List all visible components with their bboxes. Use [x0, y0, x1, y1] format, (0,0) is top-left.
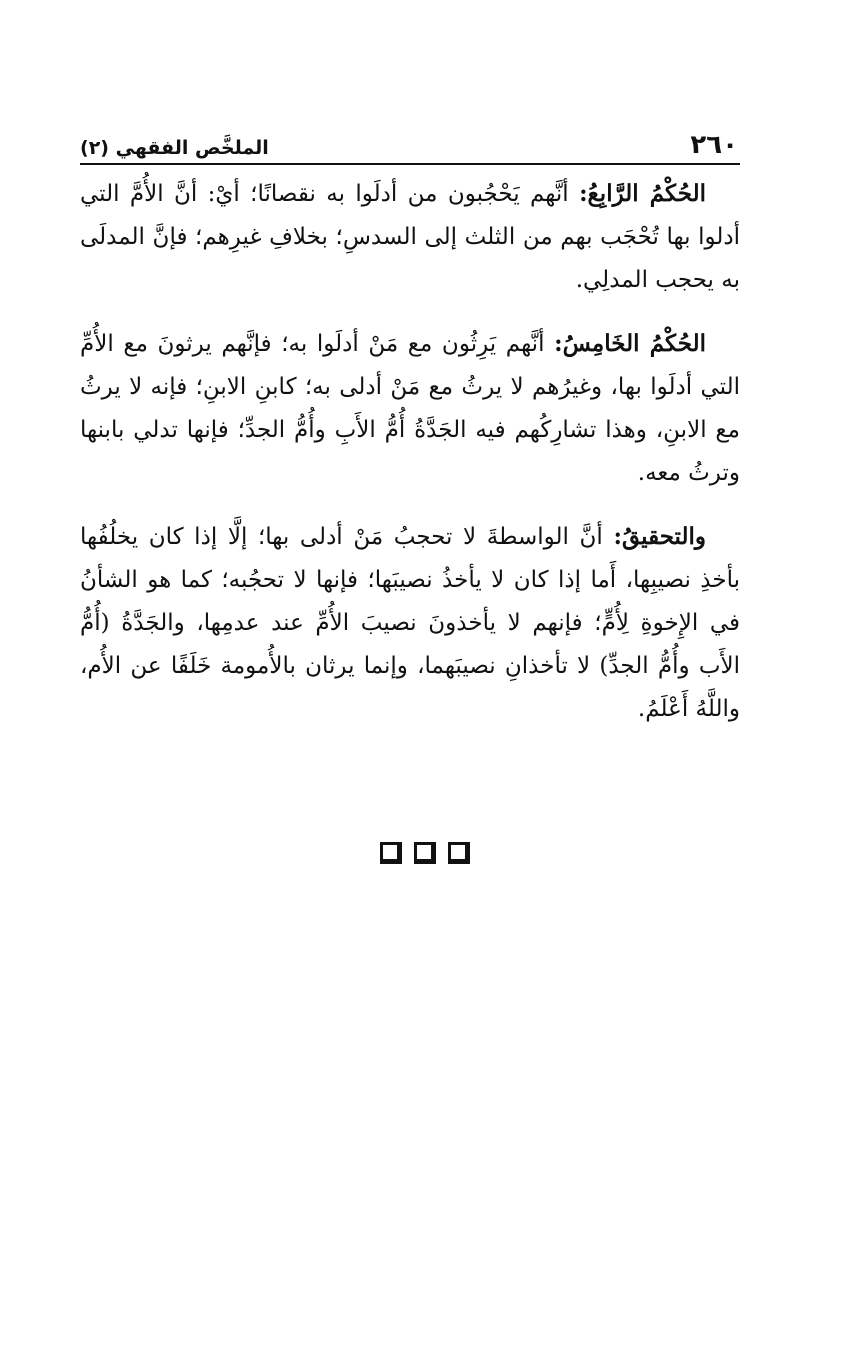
paragraph-verification	[80, 515, 740, 731]
paragraph-fourth-ruling	[80, 172, 740, 302]
paragraph-text: أنَّ الواسطةَ لا تحجبُ مَنْ أدلى بها؛ إلَّا إذا كان يخلُفُها بأخذِ نصيبِها، أَما إذا كان لا يأخذُ نصيبَها؛ فإنها لا تحجُبه؛ كما هو الشأنُ في الإِخوةِ لِأُمٍّ؛ فإنهم لا يأخذونَ نصيبَ الأُمِّ عند عدمِها، والجَدَّةُ (أُمُّ الأَب وأُمُّ الجدِّ) لا تأخذانِ نصيبَهما، وإنما يرثان بالأُمومة خَلَفًا عن الأُم، واللَّهُ أَعْلَمُ.	[80, 524, 740, 722]
paragraph-term: الحُكْمُ الخَامِسُ:	[554, 330, 706, 357]
paragraph-text: أنَّهم يَرِثُون مع مَنْ أدلَوا به؛ فإنَّهم يرثونَ مع الأُمِّ التي أدلَوا بها، وغيرُهم لا يرثُ مع مَنْ أدلى به؛ كابنِ الابنِ؛ فإنه لا يرثُ مع الابنِ، وهذا تشارِكُهم فيه الجَدَّةُ أُمُّ الأَبِ وأُمُّ الجدِّ؛ فإنها تدلي بابنها وترثُ معه.	[80, 331, 740, 486]
paragraph-term: الحُكْمُ الرَّابِعُ:	[579, 180, 706, 207]
running-title: الملخَّص الفقهي (٢)	[80, 137, 269, 159]
section-end-ornament	[0, 842, 849, 864]
square-ornament-icon	[414, 842, 436, 864]
page-number: ٢٦٠	[690, 130, 738, 160]
paragraph-fifth-ruling	[80, 322, 740, 495]
header-rule	[80, 163, 740, 165]
paragraph-term: والتحقيقُ:	[613, 523, 706, 550]
body-text	[80, 172, 740, 751]
page-header	[80, 118, 738, 158]
paragraph-text: أنَّهم يَحْجُبون من أدلَوا به نقصانًا؛ أيْ: أنَّ الأُمَّ التي أدلوا بها تُحْجَب بهم من الثلث إلى السدسِ؛ بخلافِ غيرِهم؛ فإنَّ المدلَى به يحجب المدلِي.	[80, 181, 740, 293]
square-ornament-icon	[448, 842, 470, 864]
square-ornament-icon	[380, 842, 402, 864]
